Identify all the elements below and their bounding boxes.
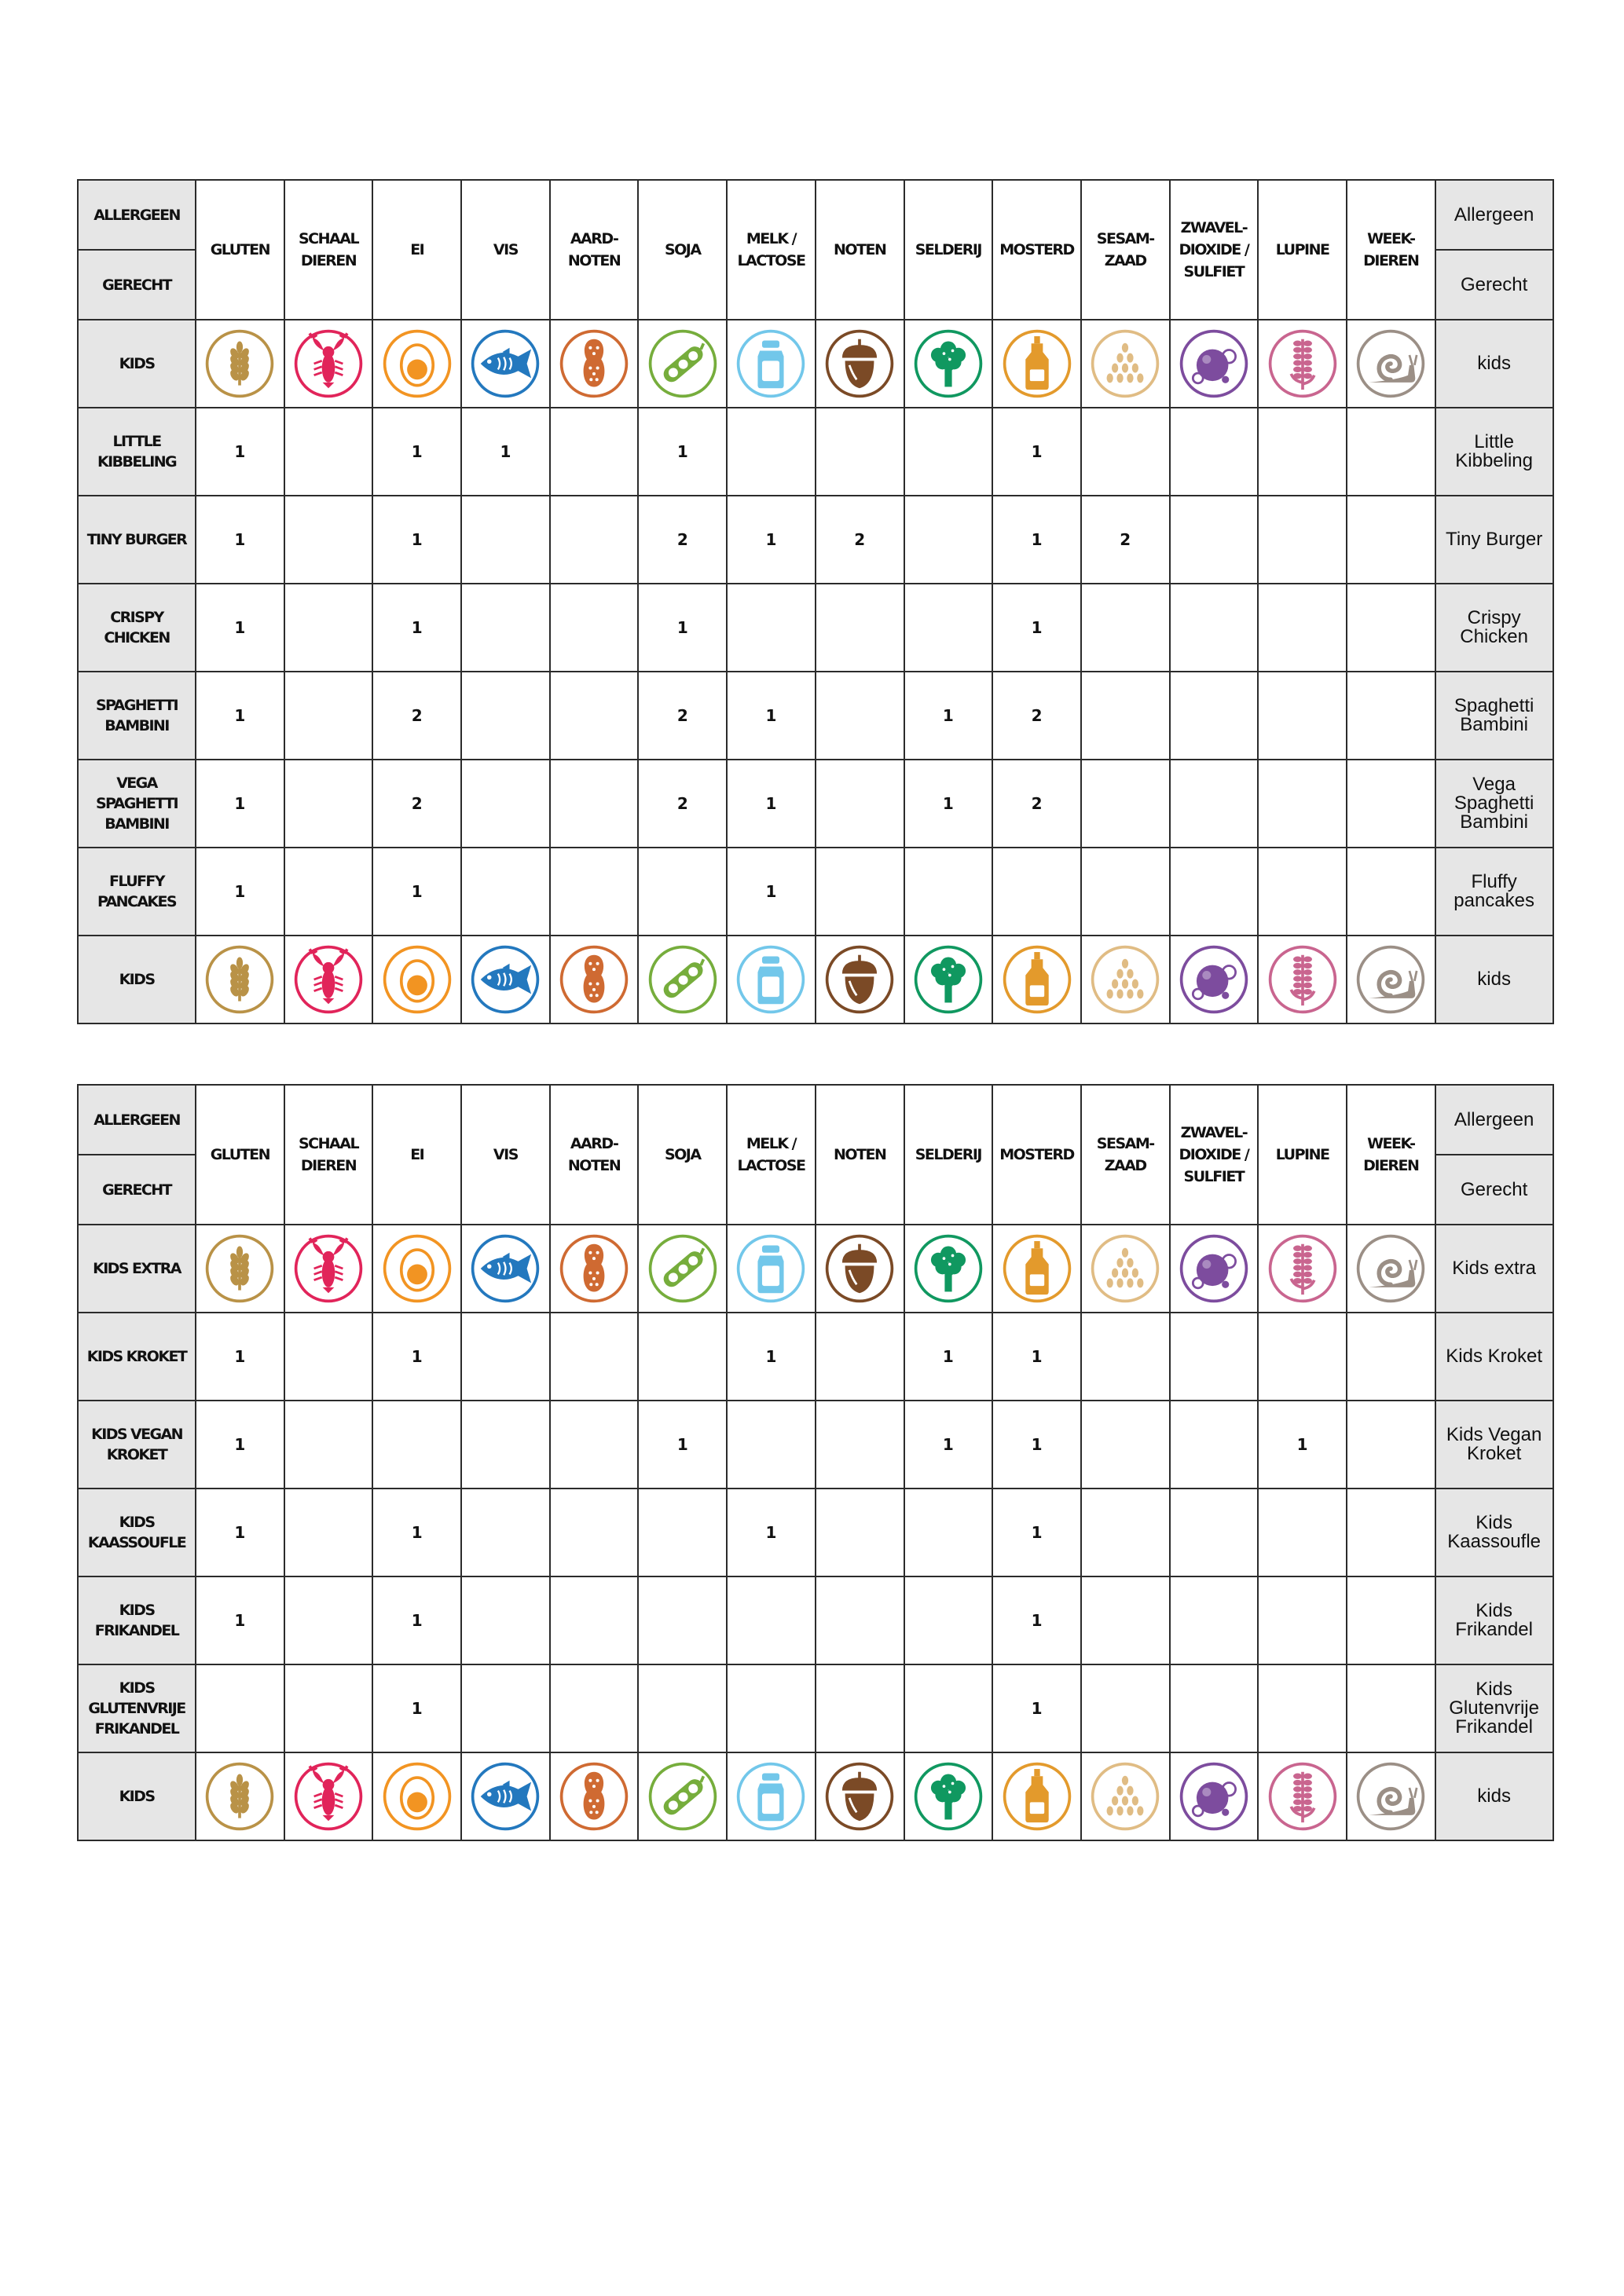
soybean-icon <box>638 1752 727 1840</box>
allergen-header-noten: NOTEN <box>816 180 904 320</box>
category-label-right: Kids extra <box>1435 1225 1553 1313</box>
allergen-value-sesamzaad: 2 <box>1081 496 1170 584</box>
allergen-value-mosterd: 2 <box>992 672 1081 760</box>
header-row <box>78 180 1553 250</box>
allergen-value-schaal <box>284 760 373 848</box>
dish-row <box>78 1664 1553 1752</box>
dish-name: VEGA SPAGHETTI BAMBINI <box>78 760 196 848</box>
allergen-value-soja <box>638 1576 727 1664</box>
allergen-value-lupine <box>1258 1576 1347 1664</box>
allergen-header-sesamzaad: SESAM- ZAAD <box>1081 180 1170 320</box>
allergen-value-schaal <box>284 584 373 672</box>
mustard-icon <box>992 320 1081 408</box>
fish-icon <box>461 320 550 408</box>
lobster-icon <box>284 936 373 1023</box>
allergen-value-ei: 1 <box>372 1576 461 1664</box>
allergen-header-noten: NOTEN <box>816 1085 904 1225</box>
dish-name-right: Crispy Chicken <box>1435 584 1553 672</box>
allergen-header-schaal: SCHAAL DIEREN <box>284 1085 373 1225</box>
allergen-header-lupine: LUPINE <box>1258 180 1347 320</box>
allergen-value-gluten: 1 <box>196 1576 284 1664</box>
dish-name-right: Little Kibbeling <box>1435 408 1553 496</box>
allergen-value-weekdieren <box>1347 1664 1435 1752</box>
allergen-value-gluten: 1 <box>196 760 284 848</box>
allergen-header-sesamzaad: SESAM- ZAAD <box>1081 1085 1170 1225</box>
allergen-value-soja <box>638 848 727 936</box>
allergen-value-weekdieren <box>1347 584 1435 672</box>
allergen-header-lupine: LUPINE <box>1258 1085 1347 1225</box>
allergen-value-selderij: 1 <box>904 760 993 848</box>
allergen-value-aardnoten <box>550 1664 639 1752</box>
allergen-value-vis <box>461 1576 550 1664</box>
allergen-header-gluten: GLUTEN <box>196 1085 284 1225</box>
allergen-value-schaal <box>284 1401 373 1489</box>
allergen-value-schaal <box>284 1489 373 1576</box>
category-label-right: kids <box>1435 320 1553 408</box>
allergen-value-noten <box>816 760 904 848</box>
acorn-icon <box>816 936 904 1023</box>
icon-row <box>78 320 1553 408</box>
header-row <box>78 1085 1553 1155</box>
allergen-value-gluten <box>196 1664 284 1752</box>
allergen-value-lupine <box>1258 496 1347 584</box>
allergen-value-sesamzaad <box>1081 1664 1170 1752</box>
gerecht-label-right: Gerecht <box>1435 1155 1553 1225</box>
allergen-value-noten <box>816 848 904 936</box>
allergen-value-lupine: 1 <box>1258 1401 1347 1489</box>
allergen-value-weekdieren <box>1347 496 1435 584</box>
allergen-value-mosterd: 2 <box>992 760 1081 848</box>
allergen-value-melk: 1 <box>727 760 816 848</box>
allergen-value-noten <box>816 1313 904 1401</box>
gerecht-label: GERECHT <box>78 250 196 320</box>
allergen-value-zwavel <box>1170 1489 1259 1576</box>
lupin-icon <box>1258 936 1347 1023</box>
allergen-value-vis <box>461 1489 550 1576</box>
allergen-value-zwavel <box>1170 584 1259 672</box>
allergen-value-aardnoten <box>550 584 639 672</box>
allergen-value-aardnoten <box>550 496 639 584</box>
allergen-value-selderij <box>904 496 993 584</box>
dish-row <box>78 1576 1553 1664</box>
allergen-value-aardnoten <box>550 408 639 496</box>
allergen-value-gluten: 1 <box>196 1489 284 1576</box>
allergen-header-mosterd: MOSTERD <box>992 180 1081 320</box>
allergen-value-zwavel <box>1170 848 1259 936</box>
peanut-icon <box>550 1752 639 1840</box>
celery-icon <box>904 1752 993 1840</box>
allergen-value-aardnoten <box>550 1401 639 1489</box>
acorn-icon <box>816 1225 904 1313</box>
allergen-value-vis <box>461 1664 550 1752</box>
icon-row <box>78 1225 1553 1313</box>
acorn-icon <box>816 1752 904 1840</box>
icon-row <box>78 936 1553 1023</box>
allergen-header-aardnoten: AARD- NOTEN <box>550 1085 639 1225</box>
allergen-header-soja: SOJA <box>638 1085 727 1225</box>
allergen-header-gluten: GLUTEN <box>196 180 284 320</box>
dish-name-right: Kids Frikandel <box>1435 1576 1553 1664</box>
allergen-value-melk: 1 <box>727 672 816 760</box>
mustard-icon <box>992 936 1081 1023</box>
allergen-value-schaal <box>284 1313 373 1401</box>
allergen-header-selderij: SELDERIJ <box>904 1085 993 1225</box>
lupin-icon <box>1258 1225 1347 1313</box>
allergen-value-sesamzaad <box>1081 672 1170 760</box>
mustard-icon <box>992 1225 1081 1313</box>
allergen-value-sesamzaad <box>1081 584 1170 672</box>
allergen-value-soja: 2 <box>638 760 727 848</box>
sesame-icon <box>1081 936 1170 1023</box>
wheat-icon <box>196 1752 284 1840</box>
allergen-value-vis <box>461 760 550 848</box>
peanut-icon <box>550 936 639 1023</box>
allergen-value-selderij: 1 <box>904 672 993 760</box>
allergen-value-sesamzaad <box>1081 848 1170 936</box>
dish-name-right: Vega Spaghetti Bambini <box>1435 760 1553 848</box>
allergen-value-sesamzaad <box>1081 408 1170 496</box>
acorn-icon <box>816 320 904 408</box>
allergen-value-zwavel <box>1170 408 1259 496</box>
dish-name: TINY BURGER <box>78 496 196 584</box>
allergen-value-gluten: 1 <box>196 408 284 496</box>
allergen-value-weekdieren <box>1347 408 1435 496</box>
dish-name-right: Kids Kaassoufle <box>1435 1489 1553 1576</box>
allergen-value-vis <box>461 496 550 584</box>
dish-row <box>78 1401 1553 1489</box>
allergen-value-melk: 1 <box>727 1489 816 1576</box>
category-label-right: kids <box>1435 936 1553 1023</box>
allergen-header-selderij: SELDERIJ <box>904 180 993 320</box>
mustard-icon <box>992 1752 1081 1840</box>
allergen-header-ei: EI <box>372 1085 461 1225</box>
allergen-value-noten <box>816 1401 904 1489</box>
allergen-value-lupine <box>1258 672 1347 760</box>
egg-icon <box>372 1752 461 1840</box>
allergen-header-zwavel: ZWAVEL- DIOXIDE / SULFIET <box>1170 1085 1259 1225</box>
dish-name-right: Kids Kroket <box>1435 1313 1553 1401</box>
allergen-value-noten: 2 <box>816 496 904 584</box>
allergen-value-mosterd: 1 <box>992 496 1081 584</box>
dish-row <box>78 848 1553 936</box>
allergeen-label: ALLERGEEN <box>78 1085 196 1155</box>
allergen-value-mosterd: 1 <box>992 408 1081 496</box>
dish-name: KIDS FRIKANDEL <box>78 1576 196 1664</box>
allergen-value-aardnoten <box>550 848 639 936</box>
allergen-value-melk <box>727 1576 816 1664</box>
allergen-value-mosterd: 1 <box>992 1401 1081 1489</box>
dish-name: KIDS KROKET <box>78 1313 196 1401</box>
allergen-value-aardnoten <box>550 1576 639 1664</box>
allergen-value-gluten: 1 <box>196 1401 284 1489</box>
allergen-value-aardnoten <box>550 1489 639 1576</box>
allergen-value-soja <box>638 1489 727 1576</box>
allergen-value-mosterd: 1 <box>992 1664 1081 1752</box>
dish-row <box>78 496 1553 584</box>
sulphite-icon <box>1170 1752 1259 1840</box>
allergeen-label: ALLERGEEN <box>78 180 196 250</box>
allergen-value-soja <box>638 1313 727 1401</box>
allergen-value-mosterd: 1 <box>992 1489 1081 1576</box>
allergen-value-ei: 2 <box>372 760 461 848</box>
allergen-value-weekdieren <box>1347 1401 1435 1489</box>
allergen-value-sesamzaad <box>1081 1576 1170 1664</box>
allergen-value-soja <box>638 1664 727 1752</box>
allergen-value-vis <box>461 672 550 760</box>
allergen-value-selderij <box>904 584 993 672</box>
dish-name-right: Kids Glutenvrije Frikandel <box>1435 1664 1553 1752</box>
allergen-value-schaal <box>284 672 373 760</box>
allergen-value-zwavel <box>1170 1664 1259 1752</box>
allergen-value-weekdieren <box>1347 672 1435 760</box>
allergen-header-mosterd: MOSTERD <box>992 1085 1081 1225</box>
allergen-value-noten <box>816 408 904 496</box>
milk-bottle-icon <box>727 320 816 408</box>
allergen-value-melk: 1 <box>727 496 816 584</box>
allergen-header-melk: MELK / LACTOSE <box>727 1085 816 1225</box>
peanut-icon <box>550 320 639 408</box>
allergen-value-vis: 1 <box>461 408 550 496</box>
soybean-icon <box>638 1225 727 1313</box>
allergen-value-soja: 2 <box>638 496 727 584</box>
allergeen-label-right: Allergeen <box>1435 180 1553 250</box>
category-label: KIDS EXTRA <box>78 1225 196 1313</box>
allergen-value-sesamzaad <box>1081 760 1170 848</box>
allergen-value-aardnoten <box>550 760 639 848</box>
snail-icon <box>1347 1752 1435 1840</box>
allergen-value-sesamzaad <box>1081 1489 1170 1576</box>
allergen-value-noten <box>816 1489 904 1576</box>
allergen-value-schaal <box>284 1664 373 1752</box>
sesame-icon <box>1081 1752 1170 1840</box>
dish-name: FLUFFY PANCAKES <box>78 848 196 936</box>
milk-bottle-icon <box>727 936 816 1023</box>
allergen-value-zwavel <box>1170 496 1259 584</box>
allergen-value-vis <box>461 848 550 936</box>
allergen-value-soja: 2 <box>638 672 727 760</box>
allergen-value-sesamzaad <box>1081 1401 1170 1489</box>
fish-icon <box>461 1752 550 1840</box>
allergen-value-sesamzaad <box>1081 1313 1170 1401</box>
lupin-icon <box>1258 1752 1347 1840</box>
dish-row <box>78 584 1553 672</box>
allergen-value-mosterd: 1 <box>992 584 1081 672</box>
allergen-value-selderij <box>904 1489 993 1576</box>
allergen-value-schaal <box>284 496 373 584</box>
egg-icon <box>372 1225 461 1313</box>
allergen-value-selderij <box>904 1576 993 1664</box>
celery-icon <box>904 320 993 408</box>
allergen-value-noten <box>816 1664 904 1752</box>
sesame-icon <box>1081 320 1170 408</box>
allergen-header-vis: VIS <box>461 180 550 320</box>
lobster-icon <box>284 1752 373 1840</box>
dish-name-right: Fluffy pancakes <box>1435 848 1553 936</box>
allergen-value-lupine <box>1258 1664 1347 1752</box>
allergen-header-weekdieren: WEEK- DIEREN <box>1347 180 1435 320</box>
allergen-header-melk: MELK / LACTOSE <box>727 180 816 320</box>
dish-name: SPAGHETTI BAMBINI <box>78 672 196 760</box>
allergen-value-zwavel <box>1170 760 1259 848</box>
allergen-value-melk <box>727 1664 816 1752</box>
lupin-icon <box>1258 320 1347 408</box>
snail-icon <box>1347 936 1435 1023</box>
allergen-value-ei: 2 <box>372 672 461 760</box>
allergen-value-selderij: 1 <box>904 1401 993 1489</box>
dish-name: KIDS KAASSOUFLE <box>78 1489 196 1576</box>
allergen-value-melk <box>727 584 816 672</box>
milk-bottle-icon <box>727 1752 816 1840</box>
allergen-header-ei: EI <box>372 180 461 320</box>
allergen-value-ei: 1 <box>372 1489 461 1576</box>
allergen-value-gluten: 1 <box>196 584 284 672</box>
allergen-value-gluten: 1 <box>196 496 284 584</box>
dish-row <box>78 760 1553 848</box>
allergen-value-ei: 1 <box>372 584 461 672</box>
egg-icon <box>372 936 461 1023</box>
allergen-value-zwavel <box>1170 672 1259 760</box>
allergen-value-ei <box>372 1401 461 1489</box>
category-label: KIDS <box>78 1752 196 1840</box>
allergen-value-melk: 1 <box>727 848 816 936</box>
allergen-value-weekdieren <box>1347 1576 1435 1664</box>
allergen-value-mosterd <box>992 848 1081 936</box>
allergen-table-kids <box>77 179 1554 1024</box>
dish-row <box>78 408 1553 496</box>
lobster-icon <box>284 1225 373 1313</box>
soybean-icon <box>638 936 727 1023</box>
allergen-value-selderij <box>904 848 993 936</box>
icon-row <box>78 1752 1553 1840</box>
allergen-value-selderij <box>904 1664 993 1752</box>
allergen-value-lupine <box>1258 1489 1347 1576</box>
allergen-header-schaal: SCHAAL DIEREN <box>284 180 373 320</box>
allergen-value-melk <box>727 1401 816 1489</box>
snail-icon <box>1347 1225 1435 1313</box>
allergen-value-gluten: 1 <box>196 1313 284 1401</box>
dish-name: KIDS VEGAN KROKET <box>78 1401 196 1489</box>
dish-name-right: Spaghetti Bambini <box>1435 672 1553 760</box>
allergen-header-aardnoten: AARD- NOTEN <box>550 180 639 320</box>
allergen-value-mosterd: 1 <box>992 1313 1081 1401</box>
allergen-value-lupine <box>1258 760 1347 848</box>
allergen-value-gluten: 1 <box>196 672 284 760</box>
allergen-value-lupine <box>1258 408 1347 496</box>
allergen-value-ei: 1 <box>372 1664 461 1752</box>
allergen-value-weekdieren <box>1347 848 1435 936</box>
allergen-table-kids-extra <box>77 1084 1554 1841</box>
allergen-value-ei: 1 <box>372 408 461 496</box>
allergen-value-soja: 1 <box>638 1401 727 1489</box>
snail-icon <box>1347 320 1435 408</box>
dish-name: CRISPY CHICKEN <box>78 584 196 672</box>
allergen-value-lupine <box>1258 848 1347 936</box>
fish-icon <box>461 936 550 1023</box>
allergen-value-zwavel <box>1170 1313 1259 1401</box>
allergen-value-selderij <box>904 408 993 496</box>
dish-row <box>78 1313 1553 1401</box>
allergen-value-aardnoten <box>550 672 639 760</box>
sulphite-icon <box>1170 1225 1259 1313</box>
allergen-value-lupine <box>1258 1313 1347 1401</box>
sulphite-icon <box>1170 936 1259 1023</box>
allergen-value-noten <box>816 672 904 760</box>
allergeen-label-right: Allergeen <box>1435 1085 1553 1155</box>
allergen-value-schaal <box>284 1576 373 1664</box>
allergen-value-vis <box>461 584 550 672</box>
category-label: KIDS <box>78 320 196 408</box>
dish-name-right: Kids Vegan Kroket <box>1435 1401 1553 1489</box>
allergen-value-zwavel <box>1170 1401 1259 1489</box>
gerecht-label: GERECHT <box>78 1155 196 1225</box>
allergen-value-melk: 1 <box>727 1313 816 1401</box>
gerecht-label-right: Gerecht <box>1435 250 1553 320</box>
allergen-value-soja: 1 <box>638 584 727 672</box>
dish-name: KIDS GLUTENVRIJE FRIKANDEL <box>78 1664 196 1752</box>
allergen-value-weekdieren <box>1347 1313 1435 1401</box>
allergen-value-schaal <box>284 848 373 936</box>
dish-row <box>78 1489 1553 1576</box>
allergen-value-vis <box>461 1313 550 1401</box>
fish-icon <box>461 1225 550 1313</box>
allergen-value-noten <box>816 1576 904 1664</box>
dish-name-right: Tiny Burger <box>1435 496 1553 584</box>
dish-name: LITTLE KIBBELING <box>78 408 196 496</box>
category-label-right: kids <box>1435 1752 1553 1840</box>
milk-bottle-icon <box>727 1225 816 1313</box>
sulphite-icon <box>1170 320 1259 408</box>
allergen-value-noten <box>816 584 904 672</box>
category-label: KIDS <box>78 936 196 1023</box>
allergen-value-ei: 1 <box>372 848 461 936</box>
allergen-value-ei: 1 <box>372 496 461 584</box>
allergen-value-lupine <box>1258 584 1347 672</box>
allergen-header-zwavel: ZWAVEL- DIOXIDE / SULFIET <box>1170 180 1259 320</box>
allergen-value-aardnoten <box>550 1313 639 1401</box>
wheat-icon <box>196 320 284 408</box>
allergen-value-soja: 1 <box>638 408 727 496</box>
allergen-header-vis: VIS <box>461 1085 550 1225</box>
sesame-icon <box>1081 1225 1170 1313</box>
allergen-value-zwavel <box>1170 1576 1259 1664</box>
egg-icon <box>372 320 461 408</box>
allergen-value-selderij: 1 <box>904 1313 993 1401</box>
allergen-header-weekdieren: WEEK- DIEREN <box>1347 1085 1435 1225</box>
peanut-icon <box>550 1225 639 1313</box>
allergen-value-schaal <box>284 408 373 496</box>
dish-row <box>78 672 1553 760</box>
allergen-value-weekdieren <box>1347 760 1435 848</box>
allergen-value-vis <box>461 1401 550 1489</box>
allergen-value-ei: 1 <box>372 1313 461 1401</box>
celery-icon <box>904 1225 993 1313</box>
allergen-value-gluten: 1 <box>196 848 284 936</box>
allergen-header-soja: SOJA <box>638 180 727 320</box>
allergen-value-weekdieren <box>1347 1489 1435 1576</box>
allergen-value-melk <box>727 408 816 496</box>
soybean-icon <box>638 320 727 408</box>
celery-icon <box>904 936 993 1023</box>
wheat-icon <box>196 936 284 1023</box>
wheat-icon <box>196 1225 284 1313</box>
lobster-icon <box>284 320 373 408</box>
allergen-value-mosterd: 1 <box>992 1576 1081 1664</box>
